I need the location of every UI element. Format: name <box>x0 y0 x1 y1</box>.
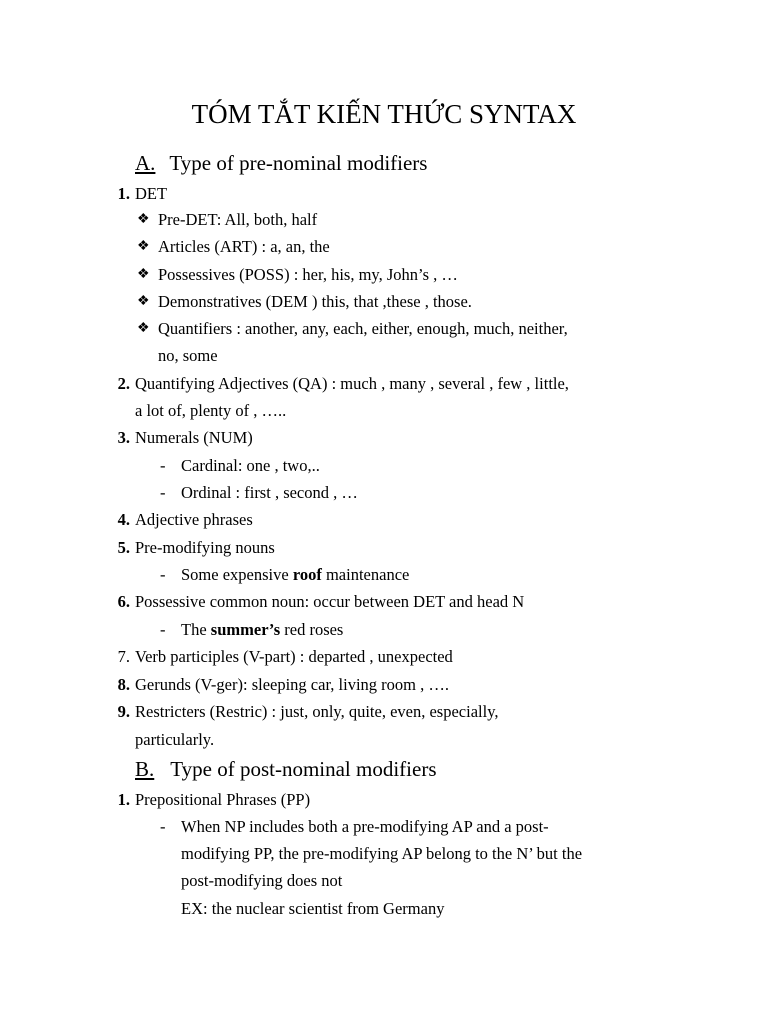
section-a-title: Type of pre-nominal modifiers <box>169 151 428 175</box>
item-number: 5. <box>117 538 130 557</box>
section-a-heading <box>135 150 427 176</box>
dash-text-continued: modifying PP, the pre-modifying AP belong to the N’ but the <box>181 844 583 863</box>
item-number: 1. <box>117 184 130 203</box>
bullet-icon: ❖ <box>137 294 150 309</box>
example-text: EX: the nuclear scientist from Germany <box>181 899 445 918</box>
section-b-title: Type of post-nominal modifiers <box>170 757 437 781</box>
item-text: Adjective phrases <box>135 510 253 529</box>
dash-marker: - <box>160 620 166 639</box>
bullet-icon: ❖ <box>137 212 150 227</box>
item-number: 9. <box>117 702 130 721</box>
bullet-text-continued: no, some <box>158 346 218 365</box>
item-number: 6. <box>117 592 130 611</box>
section-b-heading <box>135 756 437 782</box>
bullet-icon: ❖ <box>137 239 150 254</box>
dash-text: When NP includes both a pre-modifying AP and a post- <box>181 817 549 836</box>
page-title: TÓM TẮT KIẾN THỨC SYNTAX <box>191 99 577 129</box>
dash-text-continued: post-modifying does not <box>181 871 343 890</box>
item-text: Prepositional Phrases (PP) <box>135 790 311 809</box>
item-number: 8. <box>117 675 130 694</box>
dash-text: Cardinal: one , two,.. <box>181 456 320 475</box>
dash-text: Some expensive roof maintenance <box>181 565 410 584</box>
bullet-text: Pre-DET: All, both, half <box>158 210 318 229</box>
item-text: Restricters (Restric) : just, only, quite, even, especially, <box>135 702 499 721</box>
item-number: 2. <box>117 374 130 393</box>
item-text: Verb participles (V-part) : departed , unexpected <box>135 647 453 666</box>
bullet-icon: ❖ <box>137 321 150 336</box>
emphasis: summer’s <box>210 620 281 639</box>
emphasis: roof <box>292 565 322 584</box>
item-text: Pre-modifying nouns <box>135 538 275 557</box>
item-text: Gerunds (V-ger): sleeping car, living room , …. <box>135 675 449 694</box>
item-text: DET <box>135 184 168 203</box>
item-text: Numerals (NUM) <box>135 428 253 447</box>
item-number: 4. <box>117 510 130 529</box>
item-text-continued: a lot of, plenty of , ….. <box>135 401 287 420</box>
dash-marker: - <box>160 817 166 836</box>
item-number: 7. <box>117 647 130 666</box>
item-text: Quantifying Adjectives (QA) : much , many , several , few , little, <box>135 374 569 393</box>
bullet-text: Demonstratives (DEM ) this, that ,these , those. <box>158 292 472 311</box>
item-number: 1. <box>117 790 130 809</box>
dash-marker: - <box>160 456 166 475</box>
bullet-text: Articles (ART) : a, an, the <box>158 237 330 256</box>
dash-marker: - <box>160 483 166 502</box>
section-a-letter: A. <box>135 151 156 175</box>
bullet-text: Possessives (POSS) : her, his, my, John’s , … <box>158 265 458 284</box>
section-b-letter: B. <box>135 757 155 781</box>
bullet-icon: ❖ <box>137 267 150 282</box>
item-text: Possessive common noun: occur between DET and head N <box>135 592 525 611</box>
item-text-continued: particularly. <box>135 730 215 749</box>
item-number: 3. <box>117 428 130 447</box>
dash-marker: - <box>160 565 166 584</box>
dash-text: The summer’s red roses <box>181 620 344 639</box>
dash-text: Ordinal : first , second , … <box>181 483 358 502</box>
bullet-text: Quantifiers : another, any, each, either, enough, much, neither, <box>158 319 568 338</box>
